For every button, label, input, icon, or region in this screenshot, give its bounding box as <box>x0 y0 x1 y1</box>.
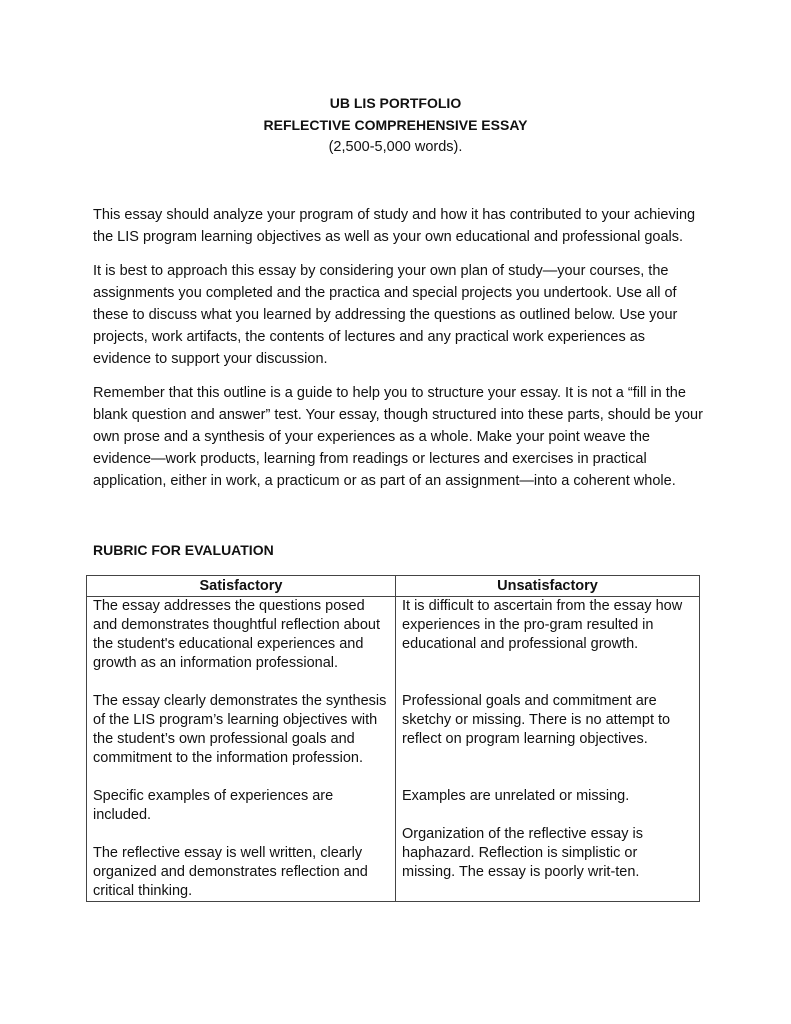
column-header-unsatisfactory: Unsatisfactory <box>396 576 700 597</box>
column-header-satisfactory: Satisfactory <box>87 576 396 597</box>
heading-subtitle: REFLECTIVE COMPREHENSIVE ESSAY <box>263 117 528 133</box>
satisfactory-criterion: The essay addresses the questions posed and demonstrates thoughtful reflection about the student's educational experiences and growth as an information professional. <box>93 598 380 671</box>
outline-guide-paragraph: Remember that this outline is a guide to help you to structure your essay. It is not a “fill in the blank question and answer” test. Your essay, though structured into these parts, should be your own prose and a synthesis of your experiences as a whole. Make your point weave the evidence—work products, learning from readings or lectures and exercises in practical application, either in work, a practicum or as part of an assignment—into a coherent whole. <box>93 385 703 489</box>
unsatisfactory-criterion: Examples are unrelated or missing. <box>402 788 630 804</box>
satisfactory-criterion: Specific examples of experiences are included. <box>93 788 334 823</box>
unsatisfactory-criterion: Professional goals and commitment are sketchy or missing. There is no attempt to reflect on program learning objectives. <box>402 693 671 747</box>
approach-paragraph: It is best to approach this essay by considering your own plan of study—your courses, the assignments you completed and the practica and special projects you undertook. Use all of these to discuss what you learned by addressing the questions as outlined below. Use your projects, work artifacts, the contents of lectures and any practical work experiences as evidence to support your discussion. <box>93 263 678 367</box>
document-heading <box>0 92 791 158</box>
satisfactory-criterion: The essay clearly demonstrates the synthesis of the LIS program’s learning objectives with the student’s own professional goals and commitment to the information profession. <box>93 693 387 766</box>
unsatisfactory-criterion: Organization of the reflective essay is haphazard. Reflection is simplistic or missing. The essay is poorly writ-ten. <box>402 826 643 880</box>
rubric-header-row <box>87 576 700 597</box>
satisfactory-criterion: The reflective essay is well written, clearly organized and demonstrates reflection and critical thinking. <box>93 845 368 899</box>
unsatisfactory-criterion: It is difficult to ascertain from the essay how experiences in the pro-gram resulted in educational and professional growth. <box>402 598 683 652</box>
intro-paragraph: This essay should analyze your program of study and how it has contributed to your achieving the LIS program learning objectives as well as your own educational and professional goals. <box>93 207 696 245</box>
rubric-table <box>86 575 700 902</box>
unsatisfactory-cell <box>396 597 700 902</box>
heading-title: UB LIS PORTFOLIO <box>329 95 462 111</box>
rubric-title: RUBRIC FOR EVALUATION <box>93 542 274 558</box>
satisfactory-cell <box>87 597 396 902</box>
rubric-body-row <box>87 597 700 902</box>
heading-word-count: (2,500-5,000 words). <box>328 139 463 155</box>
